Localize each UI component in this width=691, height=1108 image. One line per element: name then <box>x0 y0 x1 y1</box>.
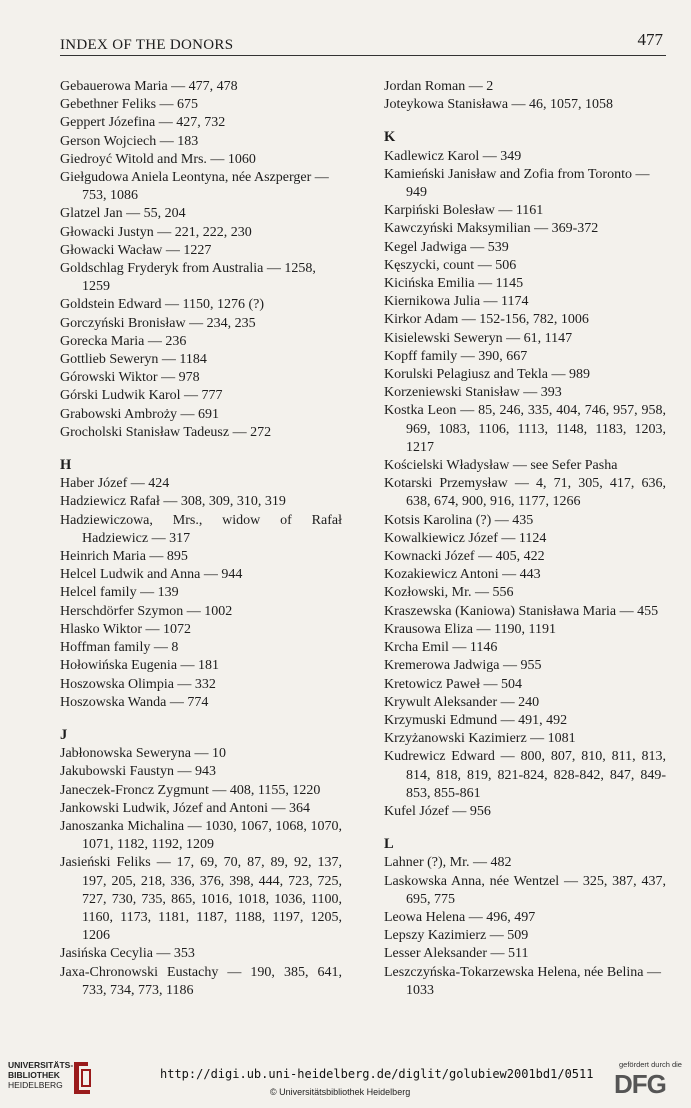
section-letter: H <box>60 457 72 474</box>
index-entry: Hoszowska Wanda — 774 <box>60 694 209 710</box>
section-letter: J <box>60 726 68 743</box>
index-entry: Hołowińska Eugenia — 181 <box>60 658 220 674</box>
index-entry: Korulski Pelagiusz and Tekla — 989 <box>384 367 591 383</box>
digitization-footer <box>0 1054 691 1108</box>
index-entry: Kadlewicz Karol — 349 <box>384 148 522 164</box>
index-entry: Lepszy Kazimierz — 509 <box>384 928 529 944</box>
index-entry: Korzeniewski Stanisław — 393 <box>384 385 562 401</box>
index-entry: Janeczek-Froncz Zygmunt — 408, 1155, 1220 <box>60 782 321 798</box>
index-entry: Gebauerowa Maria — 477, 478 <box>60 79 238 94</box>
index-entry: Herschdörfer Szymon — 1002 <box>60 603 233 619</box>
index-entry: Krcha Emil — 1146 <box>384 640 498 656</box>
library-emblem-icon <box>70 1060 94 1096</box>
index-entry: Karpiński Bolesław — 1161 <box>384 203 544 219</box>
index-entry: Kisielewski Seweryn — 61, 1147 <box>384 330 573 346</box>
index-entry: Kowalkiewicz Józef — 1124 <box>384 530 547 546</box>
index-entry: Kotsis Karolina (?) — 435 <box>384 512 534 528</box>
index-entry: Kiernikowa Julia — 1174 <box>384 294 529 310</box>
index-entry: Kufel Józef — 956 <box>384 803 491 819</box>
index-entry: Gorecka Maria — 236 <box>60 333 187 349</box>
index-column-right <box>384 78 666 1000</box>
index-entry: Kudrewicz Edward — 800, 807, 810, 811, 813, 814, 818, 819, 821-824, 828-842, 847, 849-853, 855-861 <box>384 749 666 801</box>
index-entry: Goldstein Edward — 1150, 1276 (?) <box>60 297 264 313</box>
library-logo <box>8 1060 73 1090</box>
index-entry: Kotarski Przemysław — 4, 71, 305, 417, 636, 638, 674, 900, 916, 1177, 1266 <box>384 476 666 510</box>
index-entry: Haber Józef — 424 <box>60 476 170 492</box>
index-entry: Joteykowa Stanisława — 46, 1057, 1058 <box>384 97 614 113</box>
index-entry: Kicińska Emilia — 1145 <box>384 276 524 292</box>
index-entry: Kegel Jadwiga — 539 <box>384 239 509 255</box>
index-entry: Kremerowa Jadwiga — 955 <box>384 658 542 674</box>
index-entry: Kopff family — 390, 667 <box>384 348 528 364</box>
index-entry: Jasieński Feliks — 17, 69, 70, 87, 89, 92, 137, 197, 205, 218, 336, 376, 398, 444, 723, 725, 727, 730, 735, 865, 1016, 1018, 1036, 1100, 1160, 1173, 1181, 1187, 1188, 1197, 1205, 1206 <box>60 855 342 944</box>
index-entry: Jabłonowska Seweryna — 10 <box>60 746 227 762</box>
index-entry: Kozłowski, Mr. — 556 <box>384 585 514 601</box>
index-entry: Górowski Wiktor — 978 <box>60 370 200 386</box>
index-entry: Leowa Helena — 496, 497 <box>384 909 536 925</box>
section-letter: K <box>384 129 396 146</box>
index-entry: Kozakiewicz Antoni — 443 <box>384 567 541 583</box>
index-entry: Helcel family — 139 <box>60 585 179 601</box>
index-entry: Glatzel Jan — 55, 204 <box>60 206 186 222</box>
index-entry: Kownacki Józef — 405, 422 <box>384 549 545 565</box>
index-entry: Hoszowska Olimpia — 332 <box>60 676 216 692</box>
index-entry: Krzyżanowski Kazimierz — 1081 <box>384 731 576 747</box>
index-entry: Jakubowski Faustyn — 943 <box>60 764 216 780</box>
index-entry: Krzymuski Edmund — 491, 492 <box>384 712 568 728</box>
index-entry: Jaxa-Chronowski Eustachy — 190, 385, 641, 733, 734, 773, 1186 <box>60 964 342 998</box>
index-entry: Kostka Leon — 85, 246, 335, 404, 746, 957, 958, 969, 1083, 1106, 1113, 1148, 1183, 1203, 1217 <box>384 403 666 455</box>
index-entry: Głowacki Wacław — 1227 <box>60 242 212 258</box>
index-entry: Jordan Roman — 2 <box>384 79 494 94</box>
index-entry: Hoffman family — 8 <box>60 640 179 656</box>
index-entry: Kirkor Adam — 152-156, 782, 1006 <box>384 312 589 328</box>
index-entry: Giedroyć Witold and Mrs. — 1060 <box>60 151 256 167</box>
library-city: HEIDELBERG <box>8 1080 63 1090</box>
index-entry: Leszczyńska-Tokarzewska Helena, née Belina — 1033 <box>384 964 661 998</box>
index-entry: Głowacki Justyn — 221, 222, 230 <box>60 224 252 240</box>
running-title: INDEX OF THE DONORS <box>60 37 234 53</box>
index-entry: Jankowski Ludwik, Józef and Antoni — 364 <box>60 800 311 816</box>
index-entry: Kretowicz Paweł — 504 <box>384 676 523 692</box>
permalink[interactable]: http://digi.ub.uni-heidelberg.de/diglit/golubiew2001bd1/0511 <box>160 1067 594 1081</box>
index-entry: Kamieński Janisław and Zofia from Toronto — 949 <box>384 166 650 201</box>
index-entry: Gorczyński Bronisław — 234, 235 <box>60 315 256 331</box>
index-entry: Laskowska Anna, née Wentzel — 325, 387, 437, 695, 775 <box>384 873 666 907</box>
index-entry: Kęszycki, count — 506 <box>384 257 517 273</box>
index-entry: Kraszewska (Kaniowa) Stanisława Maria — 455 <box>384 603 659 619</box>
index-entry: Lesser Aleksander — 511 <box>384 946 529 962</box>
dfg-logo: DFG <box>614 1069 666 1099</box>
library-name-line-2: BIBLIOTHEK <box>8 1070 60 1080</box>
index-entry: Grocholski Stanisław Tadeusz — 272 <box>60 424 272 440</box>
index-entry: Kawczyński Maksymilian — 369-372 <box>384 221 599 237</box>
index-entry: Giełgudowa Aniela Leontyna, née Aszperger — 753, 1086 <box>60 170 329 204</box>
section-letter: L <box>384 836 394 853</box>
index-entry: Lahner (?), Mr. — 482 <box>384 855 512 871</box>
index-entry: Jasińska Cecylia — 353 <box>60 946 195 962</box>
index-column-left <box>60 78 342 1000</box>
index-entry: Kościelski Władysław — see Sefer Pasha <box>384 458 618 474</box>
index-entry: Górski Ludwik Karol — 777 <box>60 388 223 404</box>
index-entry: Gebethner Feliks — 675 <box>60 97 199 113</box>
index-entry: Hadziewicz Rafał — 308, 309, 310, 319 <box>60 494 286 510</box>
index-entry: Hadziewiczowa, Mrs., widow of Rafał Hadziewicz — 317 <box>60 512 342 546</box>
index-entry: Goldschlag Fryderyk from Australia — 1258, 1259 <box>60 261 316 295</box>
index-entry: Gerson Wojciech — 183 <box>60 133 199 149</box>
funding-caption: gefördert durch die <box>619 1060 682 1069</box>
index-entry: Grabowski Ambroży — 691 <box>60 406 220 422</box>
header-rule <box>60 55 666 56</box>
index-entry: Gottlieb Seweryn — 1184 <box>60 352 207 368</box>
page-number: 477 <box>637 30 663 49</box>
index-entry: Heinrich Maria — 895 <box>60 549 188 565</box>
index-entry: Krausowa Eliza — 1190, 1191 <box>384 621 556 637</box>
index-entry: Hlasko Wiktor — 1072 <box>60 621 192 637</box>
library-name-line-1: UNIVERSITÄTS- <box>8 1060 74 1070</box>
index-entry: Janoszanka Michalina — 1030, 1067, 1068, 1070, 1071, 1182, 1192, 1209 <box>60 818 342 853</box>
index-entry: Helcel Ludwik and Anna — 944 <box>60 567 243 583</box>
index-entry: Krywult Aleksander — 240 <box>384 694 540 710</box>
copyright-notice: © Universitätsbibliothek Heidelberg <box>270 1087 411 1097</box>
index-entry: Geppert Józefina — 427, 732 <box>60 115 226 131</box>
